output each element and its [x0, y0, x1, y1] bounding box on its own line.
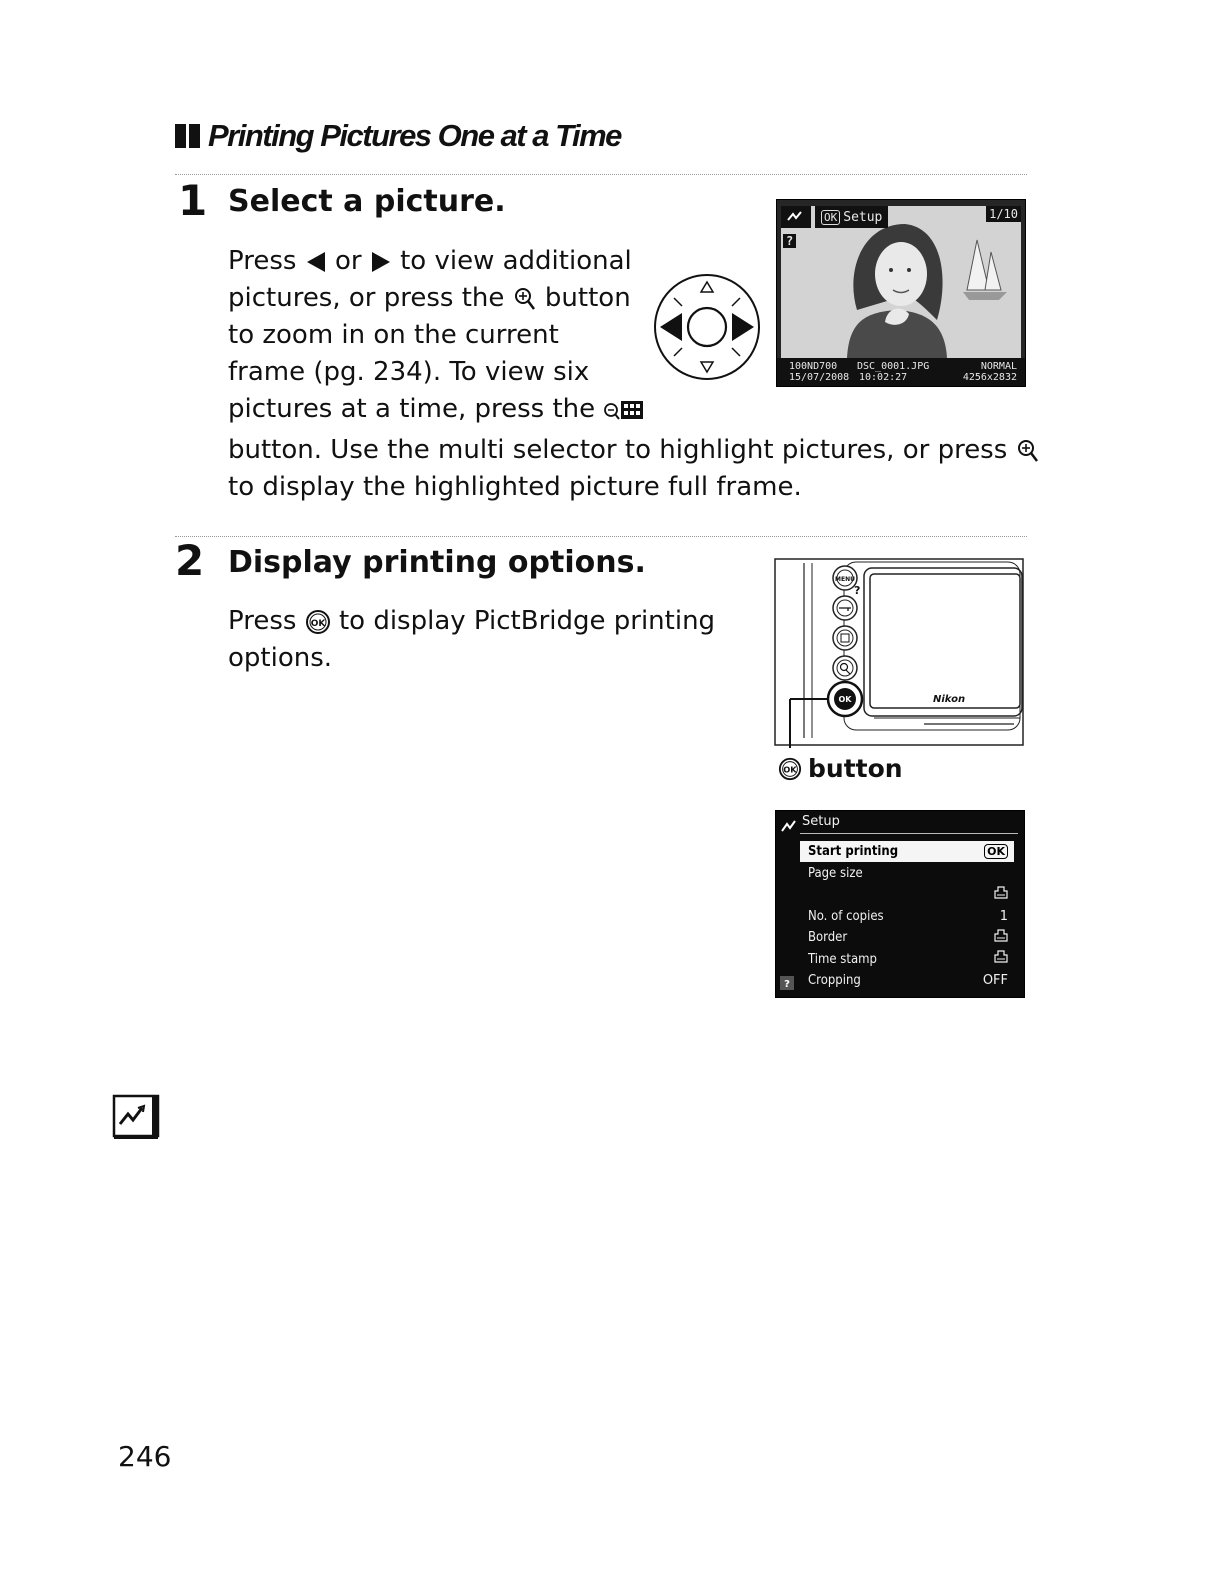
menu-item-label: No. of copies: [808, 908, 884, 924]
printer-default-icon: [994, 950, 1008, 968]
divider: [175, 536, 1027, 537]
text-run: button: [536, 283, 631, 313]
ok-button-icon: OK: [821, 210, 840, 225]
pictbridge-icon: [112, 1094, 160, 1140]
ok-button-icon: OK: [984, 844, 1008, 859]
menu-title-bar: [776, 811, 1024, 837]
help-icon: [779, 975, 795, 991]
menu-item[interactable]: [800, 906, 1014, 927]
text-line: [228, 391, 647, 428]
step1-body-continued: [228, 432, 1040, 506]
capture-time: 10:02:27: [859, 372, 908, 383]
right-arrow-icon: [370, 250, 392, 274]
svg-text:MENU: MENU: [835, 576, 855, 583]
menu-item-label: Start printing: [808, 844, 899, 859]
text-run: or: [326, 246, 370, 276]
svg-text:OK: OK: [310, 618, 326, 629]
text-line: [228, 280, 647, 317]
help-mark: ?: [854, 584, 861, 597]
frame-counter: 1/10: [986, 206, 1021, 222]
file-name: DSC_0001.JPG: [857, 361, 930, 372]
image-quality: NORMAL: [980, 361, 1017, 372]
text-run: pictures, or press the: [228, 283, 513, 313]
zoom-in-icon: [513, 286, 537, 312]
menu-item-value: OFF: [982, 973, 1008, 988]
page-number: 246: [118, 1440, 172, 1473]
menu-item[interactable]: [800, 863, 1014, 884]
menu-item[interactable]: [800, 841, 1014, 862]
capture-date: 15/07/2008: [789, 372, 850, 383]
print-setup-menu: [775, 810, 1025, 998]
image-size: 4256x2832: [962, 372, 1017, 383]
text-run: to view additional: [391, 246, 632, 276]
section-title: Printing Pictures One at a Time: [208, 118, 621, 153]
text-run: Press: [228, 246, 305, 276]
thumbnail-zoom-out-icon: [603, 397, 647, 423]
menu-title: Setup: [802, 814, 840, 829]
text-line: [228, 354, 647, 391]
pictbridge-mode-icon: [781, 206, 811, 228]
camera-brand-logo: Nikon: [933, 694, 966, 705]
printer-default-icon: [994, 929, 1008, 947]
step-number: 2: [175, 536, 205, 585]
svg-text:OK: OK: [783, 764, 797, 775]
help-icon: ?: [783, 234, 796, 248]
printer-default-icon: [994, 886, 1008, 904]
menu-item[interactable]: [800, 927, 1014, 948]
text-run: button. Use the multi selector to highlight pictures, or press: [228, 435, 1016, 465]
multi-selector-icon: [652, 270, 762, 384]
step2-text: Press: [228, 606, 305, 636]
text-line: [228, 432, 1040, 469]
pictbridge-mode-icon: [778, 815, 800, 837]
menu-item-value: 1: [999, 908, 1008, 924]
text-line: [228, 469, 1040, 506]
menu-item[interactable]: [800, 884, 1014, 905]
step-title: Select a picture.: [228, 184, 506, 219]
text-line: [228, 243, 647, 280]
menu-item-label: Border: [808, 930, 848, 945]
text-run: to display the highlighted picture full frame.: [228, 472, 802, 502]
text-run: pictures at a time, press the: [228, 394, 604, 424]
text-run: to zoom in on the current: [228, 320, 559, 350]
step2-text: options.: [228, 643, 333, 673]
playback-screen: [776, 199, 1026, 387]
svg-text:OK: OK: [838, 695, 852, 704]
menu-item-label: Time stamp: [808, 951, 877, 967]
divider: [175, 174, 1027, 175]
ok-setup-hint: [815, 206, 888, 228]
ok-button-icon: [305, 609, 331, 635]
step2-body: [228, 603, 715, 677]
step-title: Display printing options.: [228, 545, 646, 580]
folder-name: 100ND700: [789, 361, 838, 372]
step1-body: [228, 243, 647, 428]
text-run: frame (pg. 234). To view six: [228, 357, 590, 387]
ok-button-caption: [778, 754, 903, 783]
menu-item-label: Cropping: [808, 973, 861, 988]
section-heading: [175, 118, 621, 154]
section-bullet-icon: [175, 124, 200, 148]
menu-item-label: Page size: [808, 865, 863, 881]
divider: [800, 833, 1018, 834]
ok-setup-label: Setup: [843, 209, 883, 225]
svg-text:?: ?: [784, 979, 790, 990]
ok-button-icon: [778, 757, 802, 781]
menu-item[interactable]: [800, 970, 1014, 991]
caption-text: button: [808, 754, 903, 783]
camera-back-diagram: [774, 558, 1024, 748]
step-number: 1: [178, 176, 208, 225]
text-line: [228, 317, 647, 354]
zoom-in-icon: [1016, 438, 1040, 464]
left-arrow-icon: [305, 250, 327, 274]
menu-item[interactable]: [800, 949, 1014, 970]
step2-text: to display PictBridge printing: [330, 606, 716, 636]
